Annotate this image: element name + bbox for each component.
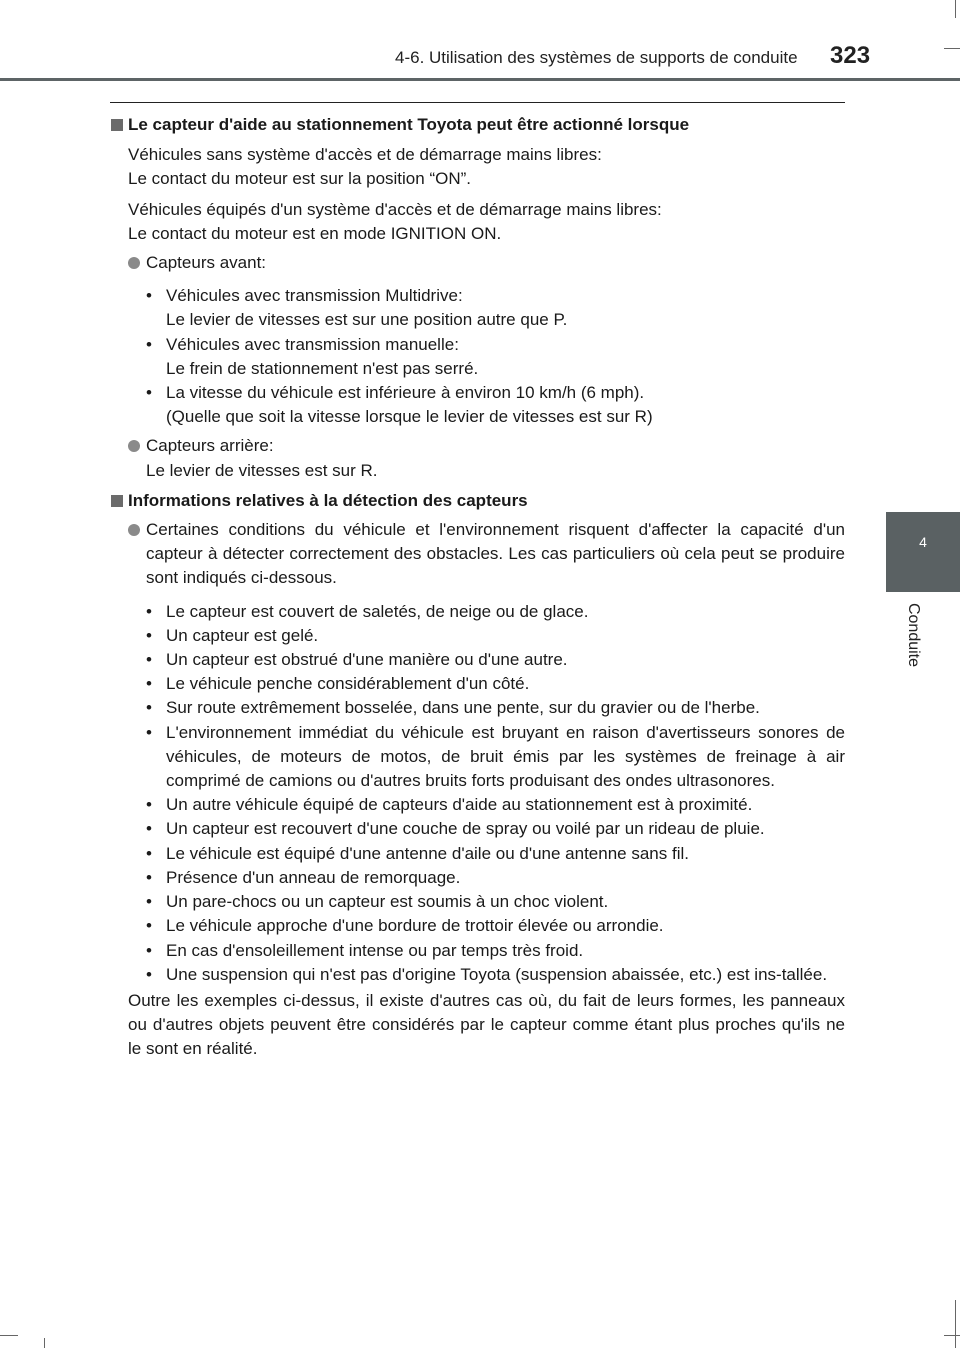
circle-bullet-icon <box>128 257 140 269</box>
front-sensors-item: Capteurs avant: <box>110 251 845 275</box>
list-item: • Véhicules avec transmission manuelle: Le frein de stationnement n'est pas serré. <box>146 334 479 378</box>
bullet-dot: • <box>146 964 152 984</box>
list-item: • Présence d'un anneau de remorquage. <box>110 866 845 890</box>
list-item: • L'environnement immédiat du véhicule est bruyant en raison d'avertisseurs sonores de véhicules, de moteurs de motos, de bruit émis par les systèmes de freinage à air comprimé de camions ou d'autres bruits forts produisant des ondes ultrasonores. <box>146 722 845 791</box>
chapter-tab-number: 4 <box>919 534 927 550</box>
crop-mark <box>955 1300 956 1348</box>
bullet-dot: • <box>146 383 152 403</box>
header-section-title: 4-6. Utilisation des systèmes de supports de conduite <box>395 48 798 67</box>
paragraph: Véhicules sans système d'accès et de démarrage mains libres: Le contact du moteur est sur la position “ON”. <box>128 145 602 189</box>
list-item: • Un capteur est gelé. <box>110 624 845 648</box>
bullet-dot: • <box>146 698 152 718</box>
header-rule <box>0 78 960 81</box>
bullet-dot: • <box>146 843 152 863</box>
circle-bullet-icon <box>128 440 140 452</box>
conditions-intro: Certaines conditions du véhicule et l'environnement risquent d'affecter la capacité d'un capteur à détecter correctement des obstacles. Les cas particuliers où cela peut se produire sont indiqués ci-dessous. <box>110 518 845 591</box>
list-item: • Le capteur est couvert de saletés, de neige ou de glace. <box>110 600 845 624</box>
list-item: • Le véhicule est équipé d'une antenne d'aile ou d'une antenne sans fil. <box>110 842 845 866</box>
bullet-dot: • <box>146 601 152 621</box>
chapter-tab <box>886 512 960 592</box>
list-item: • Un capteur est obstrué d'une manière ou d'une autre. <box>110 648 845 672</box>
crop-mark <box>944 48 960 49</box>
section-heading: Le capteur d'aide au stationnement Toyota peut être actionné lorsque <box>110 113 845 137</box>
bullet-dot: • <box>146 625 152 645</box>
square-bullet-icon <box>111 495 123 507</box>
bullet-dot: • <box>146 892 152 912</box>
bullet-dot: • <box>146 650 152 670</box>
list-item: • Un capteur est recouvert d'une couche de spray ou voilé par un rideau de pluie. <box>110 817 845 841</box>
crop-mark <box>44 1338 45 1348</box>
crop-mark <box>0 1335 18 1336</box>
conditions-list <box>110 600 845 987</box>
bullet-dot: • <box>146 286 152 306</box>
list-item: • Une suspension qui n'est pas d'origine Toyota (suspension abaissée, etc.) est ins-tallée. <box>110 963 845 987</box>
crop-mark <box>944 1335 960 1336</box>
bullet-dot: • <box>146 867 152 887</box>
bullet-dot: • <box>146 674 152 694</box>
page-content <box>110 113 845 1062</box>
bullet-dot: • <box>146 722 152 742</box>
bullet-dot: • <box>146 334 152 354</box>
closing-paragraph: Outre les exemples ci-dessus, il existe d'autres cas où, du fait de leurs formes, les panneaux ou d'autres objets peuvent être considérés par le capteur comme étant plus proches qu'ils ne le sont en réalité. <box>128 990 845 1059</box>
section-heading: Informations relatives à la détection des capteurs <box>110 489 845 513</box>
rear-sensors-item: Capteurs arrière: Le levier de vitesses est sur R. <box>110 434 845 482</box>
chapter-label <box>900 590 926 680</box>
list-item: • Le véhicule approche d'une bordure de trottoir élevée ou arrondie. <box>110 914 845 938</box>
list-item: • La vitesse du véhicule est inférieure à environ 10 km/h (6 mph). (Quelle que soit la vitesse lorsque le levier de vitesses est sur R) <box>146 383 653 427</box>
list-item: • Le véhicule penche considérablement d'un côté. <box>110 672 845 696</box>
front-sensors-list <box>110 284 845 429</box>
list-item: • En cas d'ensoleillement intense ou par temps très froid. <box>110 939 845 963</box>
list-item: • Un pare-chocs ou un capteur est soumis à un choc violent. <box>110 890 845 914</box>
list-item: • Un autre véhicule équipé de capteurs d'aide au stationnement est à proximité. <box>110 793 845 817</box>
content-top-rule <box>110 102 845 103</box>
bullet-dot: • <box>146 916 152 936</box>
paragraph: Véhicules équipés d'un système d'accès et de démarrage mains libres: Le contact du moteur est en mode IGNITION ON. <box>128 199 662 243</box>
bullet-dot: • <box>146 795 152 815</box>
list-item: • Sur route extrêmement bosselée, dans une pente, sur du gravier ou de l'herbe. <box>110 696 845 720</box>
page-number: 323 <box>830 42 871 69</box>
square-bullet-icon <box>111 119 123 131</box>
circle-bullet-icon <box>128 524 140 536</box>
bullet-dot: • <box>146 940 152 960</box>
crop-mark <box>955 0 956 18</box>
chapter-label-text: Conduite <box>905 602 922 668</box>
list-item: • Véhicules avec transmission Multidrive: Le levier de vitesses est sur une position autre que P. <box>146 286 568 330</box>
bullet-dot: • <box>146 819 152 839</box>
